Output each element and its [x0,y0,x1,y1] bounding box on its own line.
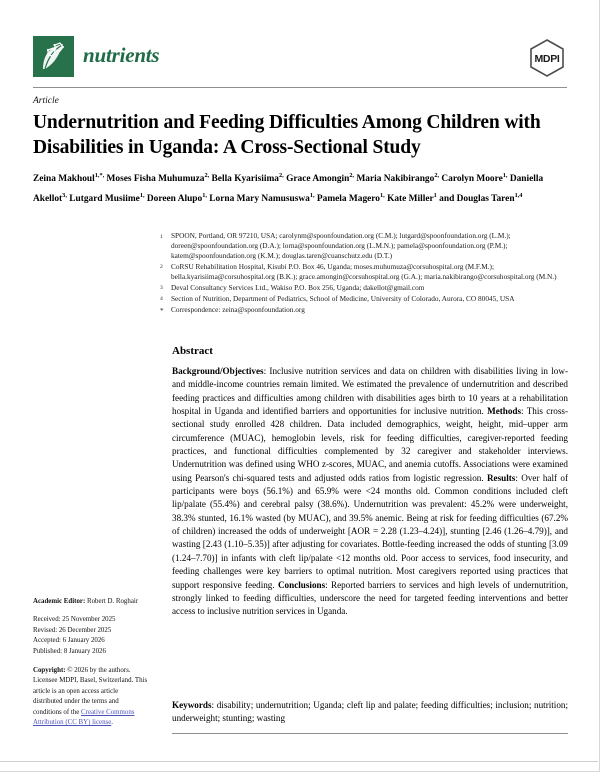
abstract-body [172,365,568,619]
abstract-section-text: : Inclusive nutrition services and data on children with disabilities living in low- and middle-income countries remain limited. We estimated the prevalence of undernutrition and described feeding practices and difficulties among children with disabilities ages birth to 10 years at a rehabilitation hospital in Uganda and identified barriers and opportunities for inclusive nutrition. [172,366,568,417]
article-metadata-sidebar [33,597,149,728]
affiliation-marker: * [160,305,164,315]
affiliation-text: CoRSU Rehabilitation Hospital, Kisubi P.O. Box 46, Uganda; moses.muhumuza@corsuhospital.org (M.F.M.); bella.kyarisiima@corsuhospital.org (B.K.); grace.amongin@corsuhospital.org (G.A.); maria.nakibirango@corsuhospital.org (M.N.) [171,261,557,281]
copyright-text: © 2026 by the authors. Licensee MDPI, Basel, Switzerland. This article is an open access article distributed under the terms and conditions of the [33,667,148,716]
abstract-section-label: Methods [487,406,522,417]
affiliation-text: Section of Nutrition, Department of Pediatrics, School of Medicine, University of Colorado, Aurora, CO 80045, USA [171,293,515,303]
academic-editor-name: Robert D. Roghair [86,598,139,605]
svg-text:MDPI: MDPI [534,53,560,66]
affiliation-text: Deval Consultancy Services Ltd., Wakiso P.O. Box 256, Uganda; dakellot@gmail.com [171,282,425,292]
copyright-tail: . [111,719,114,727]
masthead [33,36,567,80]
keywords-label: Keywords [172,700,212,710]
affiliation-row [160,283,570,294]
keywords-text: : disability; undernutrition; Uganda; cleft lip and palate; feeding difficulties; inclusion; nutrition; underweight; stunting; wasting [172,700,568,724]
cc-by-license-link[interactable]: Creative Commons Attribution (CC BY) license [33,708,135,727]
abstract-section-text: : This cross-sectional study enrolled 428 children. Data included demographics, weight, height, mid–upper arm circumference (MUAC), hemoglobin levels, risk for feeding difficulties, caregiver-reported feeding practices, and functional difficulties complemented by 32 caregiver and stakeholder interviews. Undernutrition was defined using WHO z-scores, MUAC, and anemia cutoffs. Associations were examined using Pearson's chi-squared tests and adjusted odds ratios from logistic regression. [172,406,568,483]
mdpi-logo-icon [527,38,567,78]
article-type-label: Article [33,96,59,106]
header-divider [33,87,567,88]
author-affiliation-marker: 1, [139,191,145,199]
publication-date-row: Received: 25 November 2025 [33,616,116,624]
author-affiliation-marker: 3, [62,191,67,199]
author-affiliation-marker: 2, [279,172,284,179]
abstract-section-label: Background/Objectives [172,366,264,376]
author-affiliation-marker: 1, [202,191,207,199]
affiliation-marker: 2 [160,264,163,271]
nutrients-logo-icon [33,36,74,77]
affiliation-row [160,262,570,282]
author-affiliation-marker: 1,4 [514,191,523,199]
abstract-section-text: : Reported barriers to services and high levels of undernutrition, strongly linked to feeding difficulties, underscore the need for targeted feeding interventions and better access to inclusive nutrition services in Uganda. [172,579,568,617]
author-affiliation-marker: 1, [502,172,508,179]
affiliation-marker: 3 [160,285,163,292]
author-affiliation-marker: 1, [309,191,315,199]
publication-date-row: Revised: 26 December 2025 [33,626,112,634]
academic-editor [33,597,149,607]
footer-divider [172,733,568,734]
affiliation-text: SPOON, Portland, OR 97210, USA; carolynm@spoonfoundation.org (C.M.); lutgard@spoonfoundation.org (L.M.); doreen@spoonfoundation.org (D.A.); lorna@spoonfoundation.org (L.M.N.); pamela@spoonfoundation.org (P.M.); katem@spoonfoundation.org (K.M.); douglas.taren@cuanschutz.edu (D.T.) [171,231,511,261]
publication-date-row: Accepted: 6 January 2026 [33,637,105,645]
author-list: Zeina Makhoul$^{1,*,}$ Moses Fisha Muhumuza$^{2,}$ Bella Kyarisiima$^{2,}$ Grace Amongin$^{2,}$ Maria Nakibirango$^{2,}$ Carolyn Moore$^{1,}$ Daniella Akellot$^{3,}$ Lutgard Musiime$^{1,}$ Doreen Alupo$^{1,}$ Lorna Mary Namususwa$^{1,}$ Pamela Magero$^{1,}$ Kate Miller$^1$ and Douglas Taren$^{1,4}$ [33,172,544,204]
page-title: Undernutrition and Feeding Difficulties Among Children with Disabilities in Uganda: A Cross-Sectional Study [33,112,541,158]
publication-date-row: Published: 8 January 2026 [33,647,106,655]
abstract-heading: Abstract [172,345,213,357]
abstract-section-label: Results [486,472,516,483]
affiliation-row [160,294,570,305]
publication-dates [33,615,149,657]
keywords-line [172,699,568,726]
author-affiliation-marker: 1, [380,191,385,199]
copyright-notice [33,666,149,728]
abstract-section-text: : Over half of participants were boys (56.1%) and 65.9% were <24 months old. Common conditions included cleft lip/palate (55.4%) and cerebral palsy (38.6%). Undernutrition was prevalent: 45.2% were underweight, 38.3% stunted, 16.1% wasted (by MUAC), and 39.5% anemic. Being at risk for feeding difficulties (67.2% of children) increased the odds of underweight [AOR = 2.28 (1.23–4.24)], stunting [2.46 (1.26–4.79)], and wasting [2.43 (1.10–5.35)] after adjusting for covariates. Bottle-feeding increased the odds of stunting [3.09 (1.24–7.70)] in infants with cleft lip/palate <12 months old. Poor access to services, food insecurity, and feeding challenges were key barriers to optimal nutrition. Most caregivers reported using practices that support responsive feeding. [172,472,568,590]
author-affiliation-marker: 1,*, [94,172,105,179]
affiliation-marker: 4 [160,296,163,303]
author-affiliation-marker: 2, [434,172,440,179]
academic-editor-label: Academic Editor: [33,598,86,605]
affiliation-marker: 1 [160,233,163,240]
author-affiliation-marker: 2, [349,172,355,179]
affiliation-list [160,231,570,316]
affiliation-row [160,305,570,316]
journal-title: nutrients [83,43,160,67]
author-affiliation-marker: 2, [204,172,210,179]
abstract-section-label: Conclusions [277,579,326,590]
copyright-label: Copyright: [33,667,66,675]
affiliation-row [160,231,570,261]
author-affiliation-marker: 1 [433,191,437,199]
affiliation-text: Correspondence: zeina@spoonfoundation.org [171,305,305,315]
